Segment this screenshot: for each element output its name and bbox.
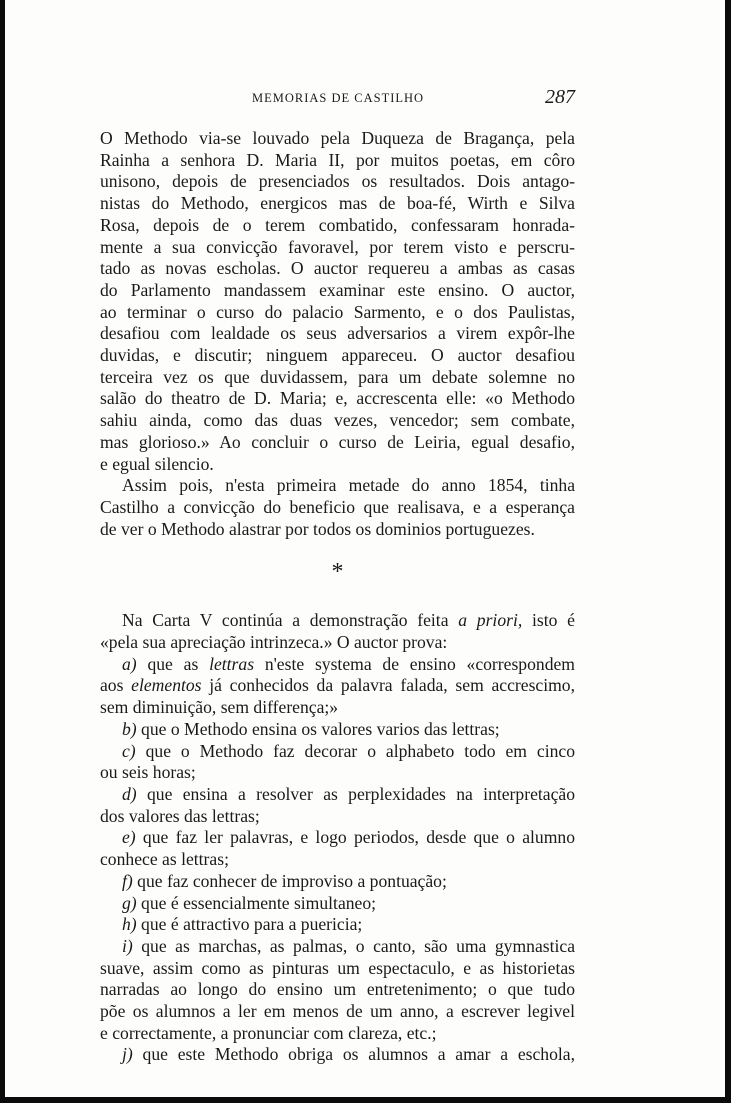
text-line: e egual silencio.: [100, 453, 214, 474]
list-item-j: j) que este Methodo obriga os alumnos a amar a eschola,: [122, 1044, 575, 1065]
text-line: tado as novas escholas. O auctor requereu a ambas as casas: [100, 258, 575, 279]
list-item-f: f) que faz conhecer de improviso a pontuação;: [122, 870, 447, 891]
list-item-b: b) que o Methodo ensina os valores varios das lettras;: [122, 718, 500, 739]
list-item-a: a) que as lettras n'este systema de ensino «correspondem: [122, 653, 575, 674]
text-line: duvidas, e discutir; ninguem appareceu. O auctor desafiou: [100, 345, 575, 366]
running-title: MEMORIAS DE CASTILHO: [252, 91, 425, 105]
text-line: Assim pois, n'esta primeira metade do anno 1854, tinha: [122, 475, 575, 496]
text-line: e correctamente, a pronunciar com clareza, etc.;: [100, 1022, 437, 1043]
text-line: O Methodo via-se louvado pela Duqueza de Bragança, pela: [100, 128, 575, 148]
text-line: Na Carta V continúa a demonstração feita a priori, isto é: [122, 610, 575, 631]
section-separator: *: [331, 559, 344, 586]
list-item-c: c) que o Methodo faz decorar o alphabeto todo em cinco: [122, 740, 575, 761]
carta-v-section: [100, 610, 575, 1066]
text-line: sahiu ainda, como das duas vezes, vencedor; sem combate,: [100, 410, 575, 431]
text-line: Rainha a senhora D. Maria II, por muitos poetas, em côro: [100, 149, 575, 170]
paragraph-2: [100, 475, 575, 540]
text-line: «pela sua apreciação intrinzeca.» O auctor prova:: [100, 632, 448, 653]
text-line: Rosa, depois de o terem combatido, confessaram honrada-: [100, 214, 575, 235]
text-line: salão do theatro de D. Maria; e, accrescenta elle: «o Methodo: [100, 388, 575, 409]
text-line: do Parlamento mandassem examinar este ensino. O auctor,: [100, 279, 575, 300]
text-line: desafiou com lealdade os seus adversarios a virem expôr-lhe: [100, 323, 575, 344]
text-line: ao terminar o curso do palacio Sarmento, e o dos Paulistas,: [100, 301, 575, 322]
text-line: narradas ao longo do ensino um entretenimento; o que tudo: [100, 979, 575, 1000]
page-header: [100, 86, 575, 112]
text-line: sem diminuição, sem differença;»: [100, 697, 339, 718]
body-text: [100, 128, 575, 1066]
text-line: terceira vez os que duvidassem, para um debate solemne no: [100, 366, 575, 387]
text-line: conhece as lettras;: [100, 849, 229, 870]
list-item-g: g) que é essencialmente simultaneo;: [122, 892, 377, 913]
text-line: mas glorioso.» Ao concluir o curso de Leiria, egual desafio,: [100, 431, 575, 452]
text-line: nistas do Methodo, energicos mas de boa-fé, Wirth e Silva: [100, 193, 575, 214]
text-line: põe os alumnos a ler em menos de um anno, a escrever legivel: [100, 1001, 575, 1022]
list-item-d: d) que ensina a resolver as perplexidades na interpretação: [122, 783, 575, 804]
page-number: 287: [545, 86, 575, 108]
list-item-i: i) que as marchas, as palmas, o canto, são uma gymnastica: [122, 935, 575, 956]
text-line: dos valores das lettras;: [100, 805, 260, 826]
text-line: suave, assim como as pinturas um espectaculo, e as historietas: [100, 957, 575, 978]
text-line: unisono, depois de presenciados os resultados. Dois antago-: [100, 171, 575, 192]
list-item-h: h) que é attractivo para a puericia;: [122, 914, 363, 935]
list-item-e: e) que faz ler palavras, e logo periodos, desde que o alumno: [122, 827, 575, 848]
text-line: Castilho a convicção do beneficio que realisava, e a esperança: [100, 496, 575, 517]
text-line: de ver o Methodo alastrar por todos os dominios portuguezes.: [100, 518, 535, 539]
text-line: mente a sua convicção favoravel, por terem visto e perscru-: [100, 236, 575, 257]
text-line: aos elementos já conhecidos da palavra falada, sem accrescimo,: [100, 675, 575, 696]
paragraph-1: [100, 128, 575, 475]
text-line: ou seis horas;: [100, 762, 196, 783]
